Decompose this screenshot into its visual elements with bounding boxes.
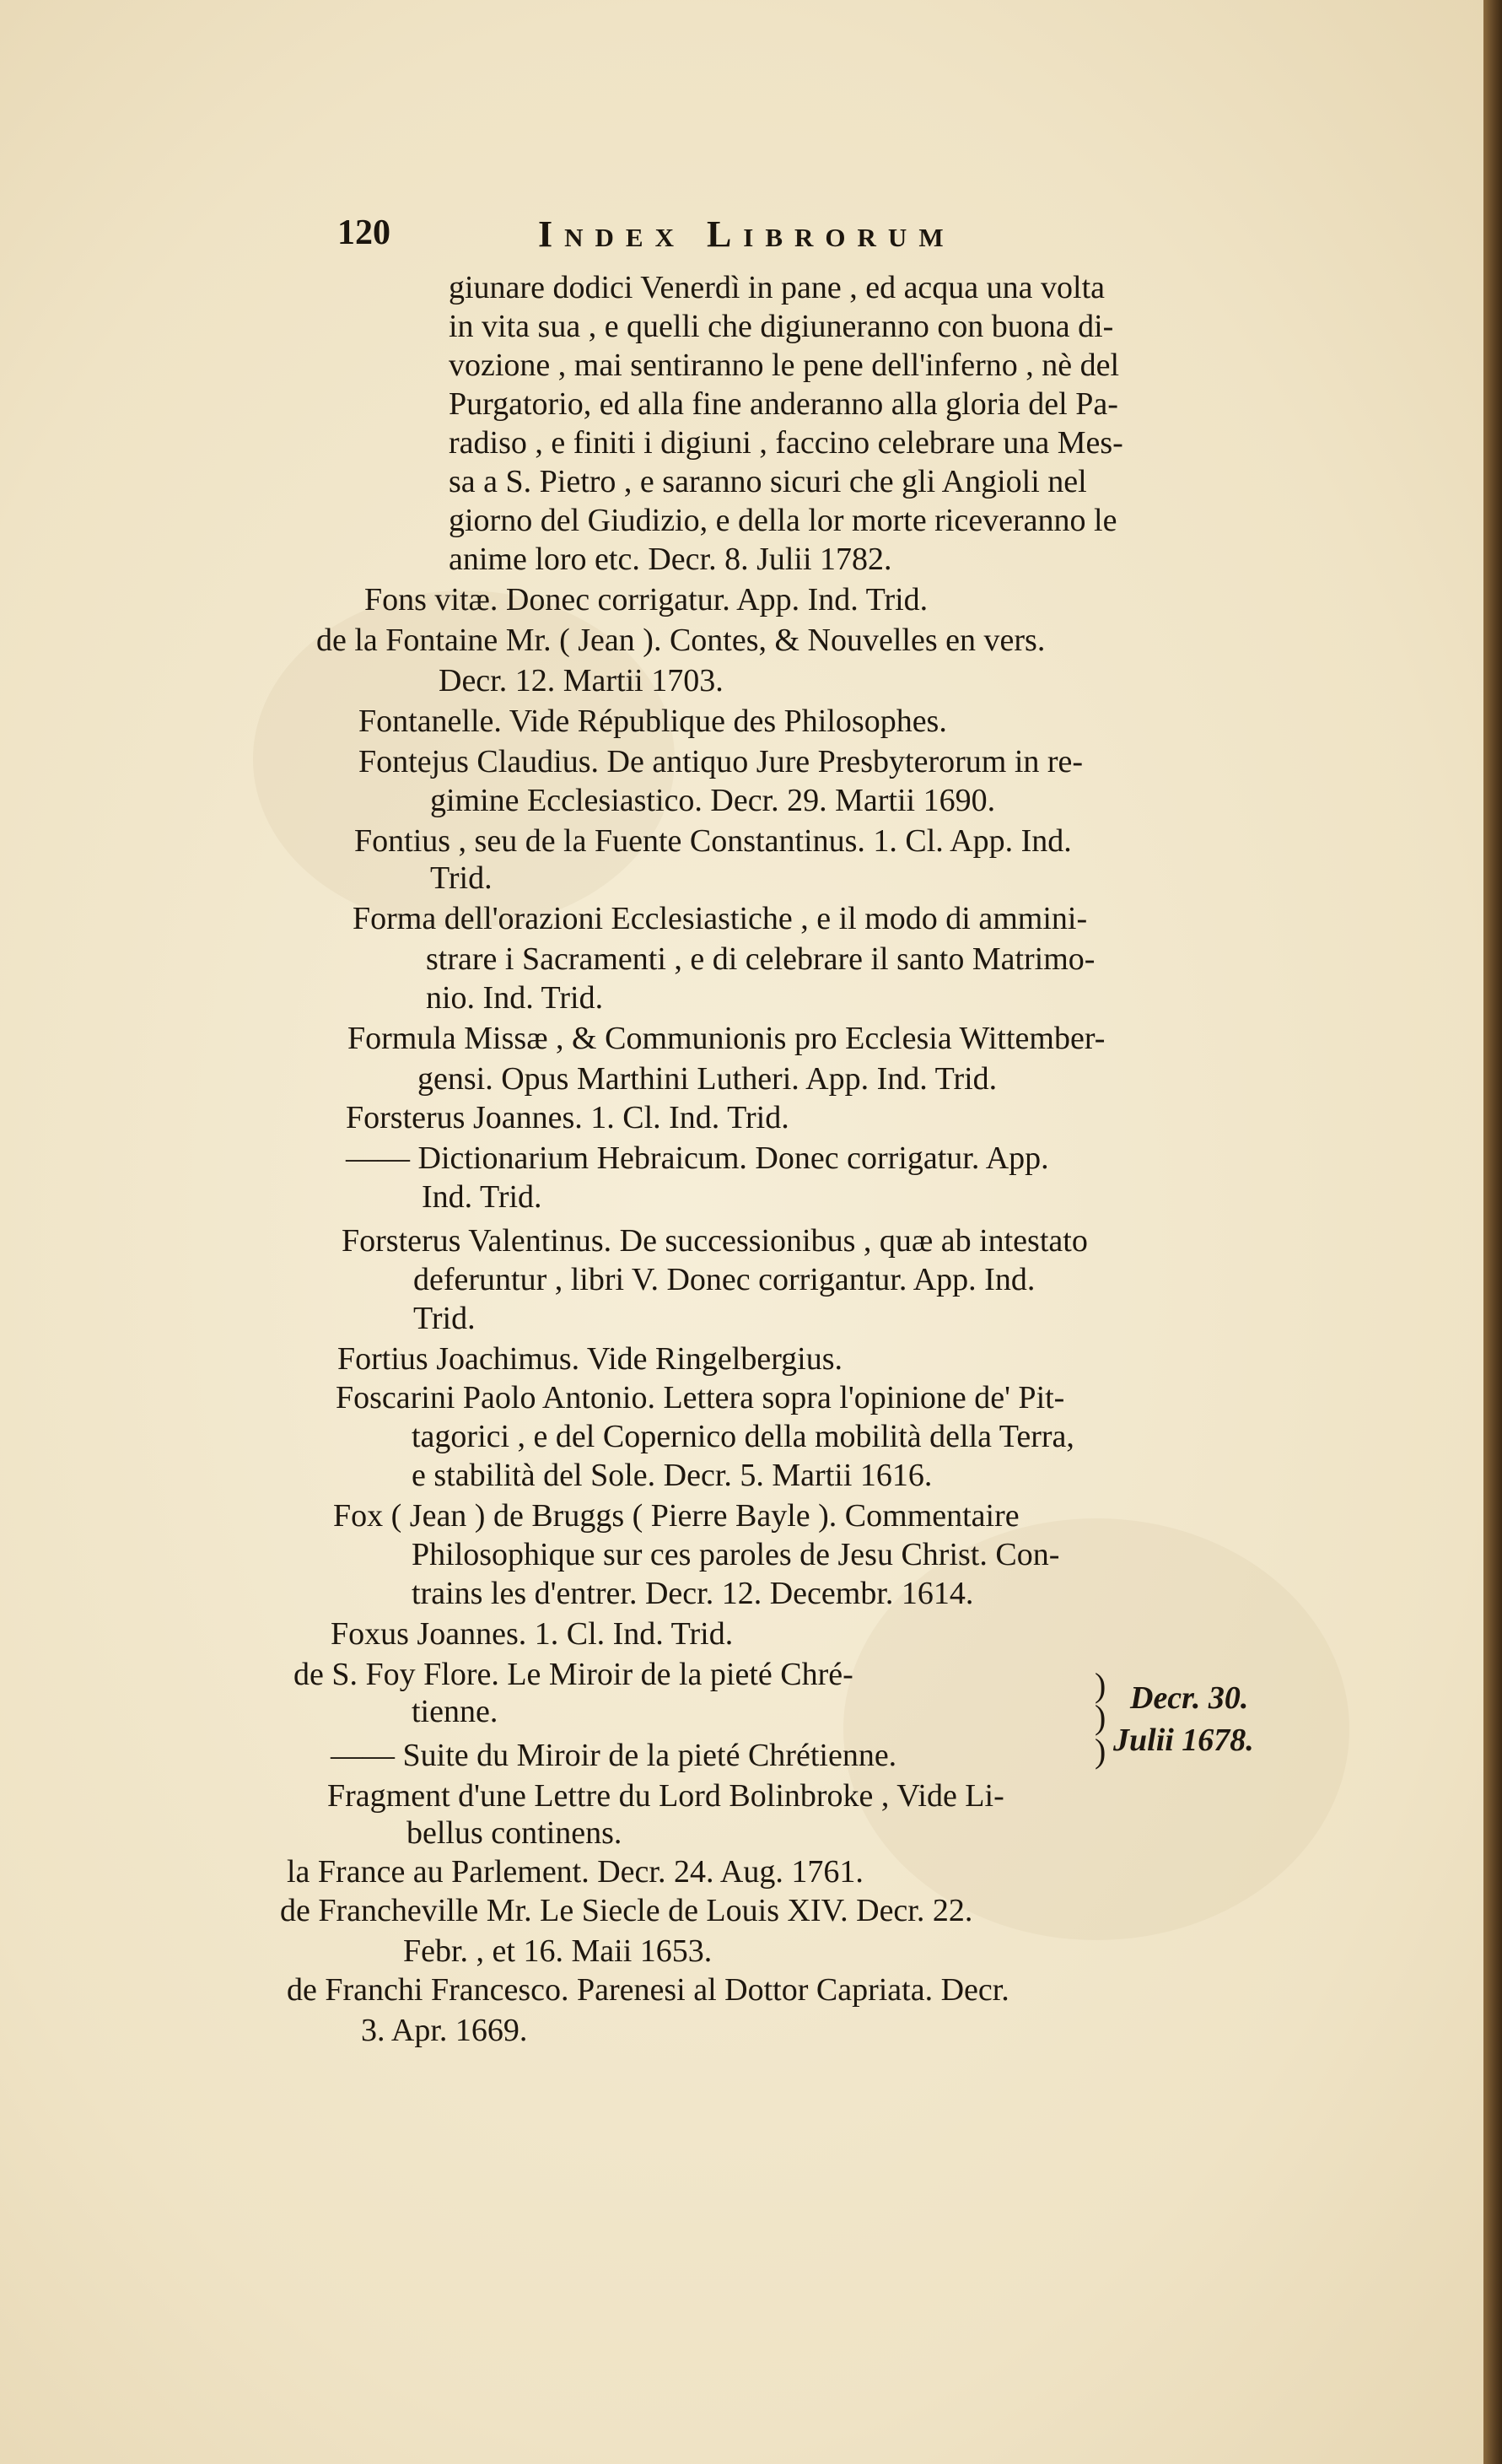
index-entry: Fons vitæ. Donec corrigatur. App. Ind. Trid. (364, 582, 929, 617)
index-entry: de Francheville Mr. Le Siecle de Louis XIV. Decr. 22. (280, 1893, 973, 1928)
index-entry: Forsterus Valentinus. De successionibus , quæ ab intestato (342, 1223, 1088, 1259)
entry-continuation: trains les d'entrer. Decr. 12. Decembr. 1614. (412, 1576, 974, 1611)
running-title: Index Librorum (538, 213, 956, 255)
entry-continuation: tienne. (412, 1694, 498, 1729)
index-entry: —— Dictionarium Hebraicum. Donec corrigatur. App. (346, 1140, 1049, 1176)
index-entry: Fortius Joachimus. Vide Ringelbergius. (337, 1341, 843, 1377)
entry-continuation: Ind. Trid. (422, 1179, 542, 1215)
shared-decree: Decr. 30. (1130, 1680, 1249, 1716)
bracket-mid: ) (1095, 1698, 1106, 1736)
index-entry: de la Fontaine Mr. ( Jean ). Contes, & Nouvelles en vers. (316, 623, 1046, 658)
entry-continuation: gimine Ecclesiastico. Decr. 29. Martii 1690. (430, 783, 996, 818)
text-line: radiso , e finiti i digiuni , faccino celebrare una Mes- (449, 425, 1123, 461)
entry-continuation: Trid. (413, 1301, 476, 1336)
index-entry: Fox ( Jean ) de Bruggs ( Pierre Bayle ). Commentaire (333, 1498, 1020, 1534)
entry-continuation: bellus continens. (406, 1815, 622, 1851)
text-line: anime loro etc. Decr. 8. Julii 1782. (449, 542, 892, 577)
text-line: sa a S. Pietro , e saranno sicuri che gli Angioli nel (449, 464, 1087, 499)
entry-continuation: deferuntur , libri V. Donec corrigantur. App. Ind. (413, 1262, 1036, 1297)
page-number: 120 (337, 213, 390, 252)
text-line: vozione , mai sentiranno le pene dell'inferno , nè del (449, 348, 1120, 383)
entry-continuation: 3. Apr. 1669. (361, 2013, 528, 2048)
index-entry: la France au Parlement. Decr. 24. Aug. 1761. (287, 1854, 864, 1890)
text-line: giunare dodici Venerdì in pane , ed acqua una volta (449, 270, 1106, 305)
index-entry: Formula Missæ , & Communionis pro Ecclesia Wittember- (347, 1021, 1106, 1056)
entry-continuation: Trid. (430, 860, 493, 896)
index-entry: Fontejus Claudius. De antiquo Jure Presbyterorum in re- (358, 744, 1084, 779)
index-entry: de Franchi Francesco. Parenesi al Dottor Capriata. Decr. (287, 1972, 1009, 2008)
text-line: giorno del Giudizio, e della lor morte riceveranno le (449, 503, 1117, 538)
index-entry: Fontius , seu de la Fuente Constantinus. 1. Cl. App. Ind. (354, 823, 1072, 859)
entry-continuation: tagorici , e del Copernico della mobilità della Terra, (412, 1419, 1074, 1454)
index-entry: Foscarini Paolo Antonio. Lettera sopra l'opinione de' Pit- (336, 1380, 1065, 1415)
index-entry: Forsterus Joannes. 1. Cl. Ind. Trid. (346, 1100, 789, 1135)
entry-continuation: nio. Ind. Trid. (426, 980, 604, 1016)
text-line: Purgatorio, ed alla fine anderanno alla gloria del Pa- (449, 386, 1118, 422)
text-line: in vita sua , e quelli che digiuneranno con buona di- (449, 309, 1114, 344)
index-entry: de S. Foy Flore. Le Miroir de la pieté Chré- (293, 1657, 853, 1692)
bracket-top: ) (1095, 1666, 1106, 1704)
index-entry: Forma dell'orazioni Ecclesiastiche , e il modo di ammini- (353, 901, 1088, 936)
entry-continuation: e stabilità del Sole. Decr. 5. Martii 1616. (412, 1458, 933, 1493)
index-entry: Foxus Joannes. 1. Cl. Ind. Trid. (331, 1616, 734, 1652)
index-entry: —— Suite du Miroir de la pieté Chrétienne. (331, 1738, 897, 1773)
entry-continuation: Febr. , et 16. Maii 1653. (403, 1933, 713, 1969)
entry-continuation: Philosophique sur ces paroles de Jesu Christ. Con- (412, 1537, 1060, 1572)
entry-continuation: strare i Sacramenti , e di celebrare il santo Matrimo- (426, 941, 1096, 977)
shared-decree: Julii 1678. (1113, 1723, 1254, 1758)
bracket-bottom: ) (1095, 1732, 1106, 1770)
entry-continuation: gensi. Opus Marthini Lutheri. App. Ind. Trid. (417, 1061, 998, 1097)
index-entry: Fontanelle. Vide République des Philosophes. (358, 704, 947, 739)
index-entry: Fragment d'une Lettre du Lord Bolinbroke , Vide Li- (327, 1778, 1004, 1814)
entry-continuation: Decr. 12. Martii 1703. (439, 663, 724, 698)
